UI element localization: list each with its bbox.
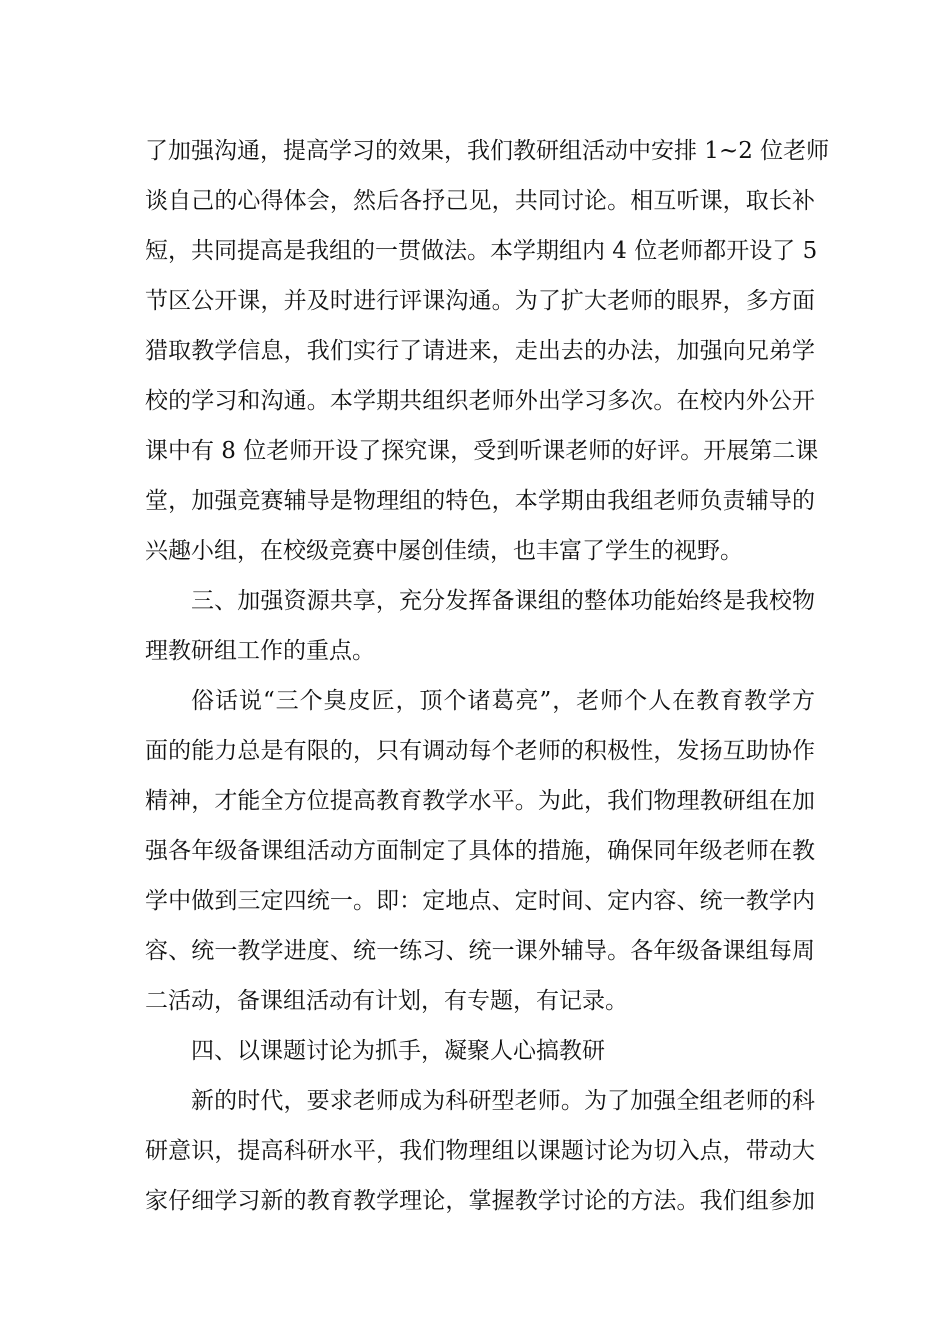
paragraph-line: 二活动，备课组活动有计划，有专题，有记录。 <box>145 988 628 1014</box>
paragraph-line: 精神，才能全方位提高教育教学水平。为此，我们物理教研组在加 <box>145 788 815 814</box>
paragraph-line: 课中有 8 位老师开设了探究课，受到听课老师的好评。开展第二课 <box>145 438 819 464</box>
paragraph-line: 研意识，提高科研水平，我们物理组以课题讨论为切入点，带动大 <box>145 1138 815 1164</box>
paragraph-line: 容、统一教学进度、统一练习、统一课外辅导。各年级备课组每周 <box>145 938 815 964</box>
paragraph-line: 家仔细学习新的教育教学理论，掌握教学讨论的方法。我们组参加 <box>145 1188 815 1214</box>
paragraph-line: 学中做到三定四统一。即：定地点、定时间、定内容、统一教学内 <box>145 888 815 914</box>
section-heading-line: 四、以课题讨论为抓手，凝聚人心搞教研 <box>191 1038 605 1064</box>
paragraph-line: 节区公开课，并及时进行评课沟通。为了扩大老师的眼界，多方面 <box>145 288 815 314</box>
paragraph-line: 兴趣小组，在校级竞赛中屡创佳绩，也丰富了学生的视野。 <box>145 538 743 564</box>
section-heading-line: 三、加强资源共享，充分发挥备课组的整体功能始终是我校物 <box>191 588 815 614</box>
paragraph-line: 新的时代，要求老师成为科研型老师。为了加强全组老师的科 <box>191 1088 815 1114</box>
paragraph-line: 了加强沟通，提高学习的效果，我们教研组活动中安排 1~2 位老师 <box>145 138 830 164</box>
paragraph-line: 俗话说“三个臭皮匠，顶个诸葛亮”，老师个人在教育教学方 <box>191 688 815 714</box>
paragraph-line: 堂，加强竞赛辅导是物理组的特色，本学期由我组老师负责辅导的 <box>145 488 815 514</box>
paragraph-line: 谈自己的心得体会，然后各抒己见，共同讨论。相互听课，取长补 <box>145 188 815 214</box>
paragraph-line: 面的能力总是有限的，只有调动每个老师的积极性，发扬互助协作 <box>145 738 815 764</box>
paragraph-line: 校的学习和沟通。本学期共组织老师外出学习多次。在校内外公开 <box>145 388 815 414</box>
paragraph-line: 强各年级备课组活动方面制定了具体的措施，确保同年级老师在教 <box>145 838 815 864</box>
paragraph-line: 猎取教学信息，我们实行了请进来，走出去的办法，加强向兄弟学 <box>145 338 815 364</box>
paragraph-line: 短，共同提高是我组的一贯做法。本学期组内 4 位老师都开设了 5 <box>145 238 818 264</box>
section-heading-line: 理教研组工作的重点。 <box>145 638 375 664</box>
